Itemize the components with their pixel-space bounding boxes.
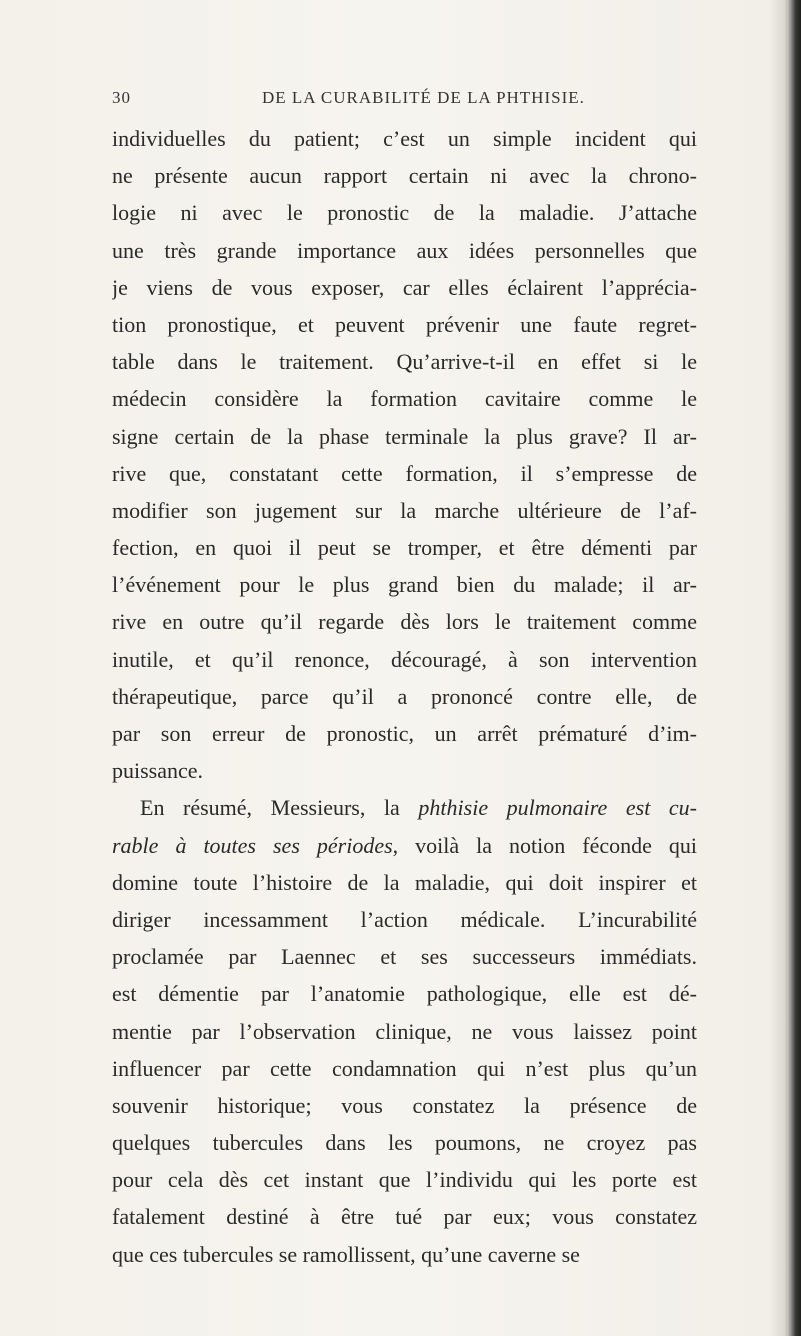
text-line: médecin considère la formation cavitaire comme le xyxy=(112,386,697,412)
running-title: DE LA CURABILITÉ DE LA PHTHISIE. xyxy=(262,88,585,107)
text-line: mentie par l’observation clinique, ne vous laissez point xyxy=(112,1018,697,1044)
page-binding-edge xyxy=(787,0,801,1336)
text-line: table dans le traitement. Qu’arrive-t-il en effet si le xyxy=(112,349,697,375)
text-line: souvenir historique; vous constatez la présence de xyxy=(112,1092,697,1118)
paragraph-2-line-2 xyxy=(112,827,697,864)
text-line: par son erreur de pronostic, un arrêt prématuré d’im- xyxy=(112,721,697,746)
text-line: tion pronostique, et peuvent prévenir une faute regret- xyxy=(112,311,697,337)
text-line: logie ni avec le pronostic de la maladie. J’attache xyxy=(112,200,697,226)
text-line: est démentie par l’anatomie pathologique, elle est dé- xyxy=(112,981,697,1007)
text-line: ne présente aucun rapport certain ni avec la chrono- xyxy=(112,163,697,189)
text-line: l’événement pour le plus grand bien du malade; il ar- xyxy=(112,572,697,598)
text-line: quelques tubercules dans les poumons, ne croyez pas xyxy=(112,1130,697,1156)
paragraph-2-line-1 xyxy=(112,789,697,826)
text-line: thérapeutique, parce qu’il a prononcé contre elle, de xyxy=(112,683,697,709)
text-line: influencer par cette condamnation qui n’est plus qu’un xyxy=(112,1055,697,1081)
text-line: une très grande importance aux idées personnelles que xyxy=(112,237,697,263)
text-line: je viens de vous exposer, car elles éclairent l’apprécia- xyxy=(112,274,697,300)
text-line: diriger incessamment l’action médicale. L’incurabilité xyxy=(112,906,697,932)
text-line: rive que, constatant cette formation, il s’empresse de xyxy=(112,460,697,486)
page-number: 30 xyxy=(112,88,131,107)
text-line: individuelles du patient; c’est un simple incident qui xyxy=(112,126,697,151)
text-line: signe certain de la phase terminale la plus grave? Il ar- xyxy=(112,423,697,449)
text-line: puissance. xyxy=(112,758,204,784)
body-text xyxy=(112,120,697,1273)
text-line: que ces tubercules se ramollissent, qu’une caverne se xyxy=(112,1241,580,1267)
text-line: fatalement destiné à être tué par eux; vous constatez xyxy=(112,1204,697,1230)
italic-phrase: rable à toutes ses périodes xyxy=(112,832,393,858)
text-line: inutile, et qu’il renonce, découragé, à son intervention xyxy=(112,646,697,672)
text-segment: En résumé, Messieurs, la xyxy=(140,795,419,821)
text-line: modifier son jugement sur la marche ultérieure de l’af- xyxy=(112,497,697,523)
text-line: proclamée par Laennec et ses successeurs immédiats. xyxy=(112,944,697,970)
text-line: rive en outre qu’il regarde dès lors le traitement comme xyxy=(112,609,697,635)
italic-phrase: phthisie pulmonaire est cu- xyxy=(418,795,697,821)
text-line: pour cela dès cet instant que l’individu qui les porte est xyxy=(112,1167,697,1193)
text-segment: , voilà la notion féconde qui xyxy=(392,832,697,858)
running-header xyxy=(112,88,697,118)
text-line: fection, en quoi il peut se tromper, et être démenti par xyxy=(112,535,697,561)
text-line: domine toute l’histoire de la maladie, qui doit inspirer et xyxy=(112,869,697,895)
